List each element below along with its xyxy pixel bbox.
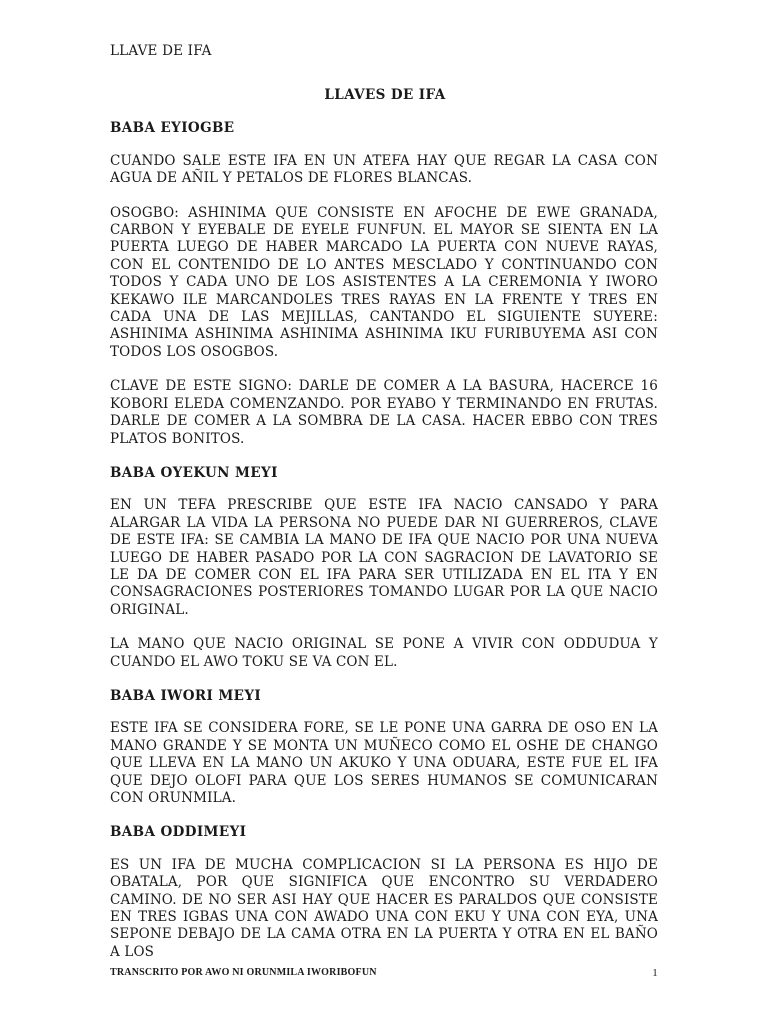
paragraph: CLAVE DE ESTE SIGNO: DARLE DE COMER A LA BASURA, HACERCE 16 KOBORI ELEDA COMENZANDO. POR EYABO Y TERMINANDO EN FRUTAS. DARLE DE COMER A LA SOMBRA DE LA CASA. HACER EBBO CON TRES PLATOS BONITOS.: [110, 378, 658, 447]
section-heading: BABA IWORI MEYI: [110, 687, 262, 704]
section-heading: BABA EYIOGBE: [110, 120, 235, 137]
page-number: 1: [652, 967, 658, 979]
footer-credit: TRANSCRITO POR AWO NI ORUNMILA IWORIBOFUN: [110, 967, 377, 978]
paragraph: OSOGBO: ASHINIMA QUE CONSISTE EN AFOCHE DE EWE GRANADA, CARBON Y EYEBALE DE EYELE FUNFUN. EL MAYOR SE SIENTA EN LA PUERTA LUEGO DE HABER MARCADO LA PUERTA CON NUEVE RAYAS, CON EL CONTENIDO DE LO ANTES MESCLADO Y CONTINUANDO CON TODOS Y CADA UNO DE LOS ASISTENTES A LA CEREMONIA Y IWORO KEKAWO ILE MARCANDOLES TRES RAYAS EN LA FRENTE Y TRES EN CADA UNA DE LAS MEJILLAS, CANTANDO EL SIGUIENTE SUYERE: ASHINIMA ASHINIMA ASHINIMA ASHINIMA IKU FURIBUYEMA ASI CON TODOS LOS OSOGBOS.: [110, 204, 658, 360]
section-baba-iwori-meyi: [110, 688, 658, 807]
paragraph: CUANDO SALE ESTE IFA EN UN ATEFA HAY QUE REGAR LA CASA CON AGUA DE AÑIL Y PETALOS DE FLORES BLANCAS.: [110, 152, 658, 187]
paragraph: EN UN TEFA PRESCRIBE QUE ESTE IFA NACIO CANSADO Y PARA ALARGAR LA VIDA LA PERSONA NO PUEDE DAR NI GUERREROS, CLAVE DE ESTE IFA: SE CAMBIA LA MANO DE IFA QUE NACIO POR UNA NUEVA LUEGO DE HABER PASADO POR LA CON SAGRACION DE LAVATORIO SE LE DA DE COMER CON EL IFA PARA SER UTILIZADA EN EL ITA Y EN CONSAGRACIONES POSTERIORES TOMANDO LUGAR POR LA QUE NACIO ORIGINAL.: [110, 497, 658, 618]
paragraph: ESTE IFA SE CONSIDERA FORE, SE LE PONE UNA GARRA DE OSO EN LA MANO GRANDE Y SE MONTA UN MUÑECO COMO EL OSHE DE CHANGO QUE LLEVA EN LA MANO UN AKUKO Y UNA ODUARA, ESTE FUE EL IFA QUE DEJO OLOFI PARA QUE LOS SERES HUMANOS SE COMUNICARAN CON ORUNMILA.: [110, 720, 658, 806]
paragraph: LA MANO QUE NACIO ORIGINAL SE PONE A VIVIR CON ODDUDUA Y CUANDO EL AWO TOKU SE VA CON EL.: [110, 636, 658, 670]
document-title: LLAVES DE IFA: [324, 87, 446, 103]
section-baba-oyekun-meyi: [110, 465, 658, 671]
section-heading: BABA OYEKUN MEYI: [110, 464, 278, 481]
section-baba-eyiogbe: [110, 120, 658, 448]
paragraph: ES UN IFA DE MUCHA COMPLICACION SI LA PERSONA ES HIJO DE OBATALA, POR QUE SIGNIFICA QUE ENCONTRO SU VERDADERO CAMINO. DE NO SER ASI HAY QUE HACER ES PARALDOS QUE CONSISTE EN TRES IGBAS UNA CON AWADO UNA CON EKU Y UNA CON EYA, UNA SEPONE DEBAJO DE LA CAMA OTRA EN LA PUERTA Y OTRA EN EL BAÑO A LOS: [110, 856, 658, 960]
section-baba-oddimeyi: [110, 824, 658, 961]
running-header: LLAVE DE IFA: [110, 43, 212, 59]
document-body: [110, 87, 658, 961]
section-heading: BABA ODDIMEYI: [110, 824, 247, 841]
